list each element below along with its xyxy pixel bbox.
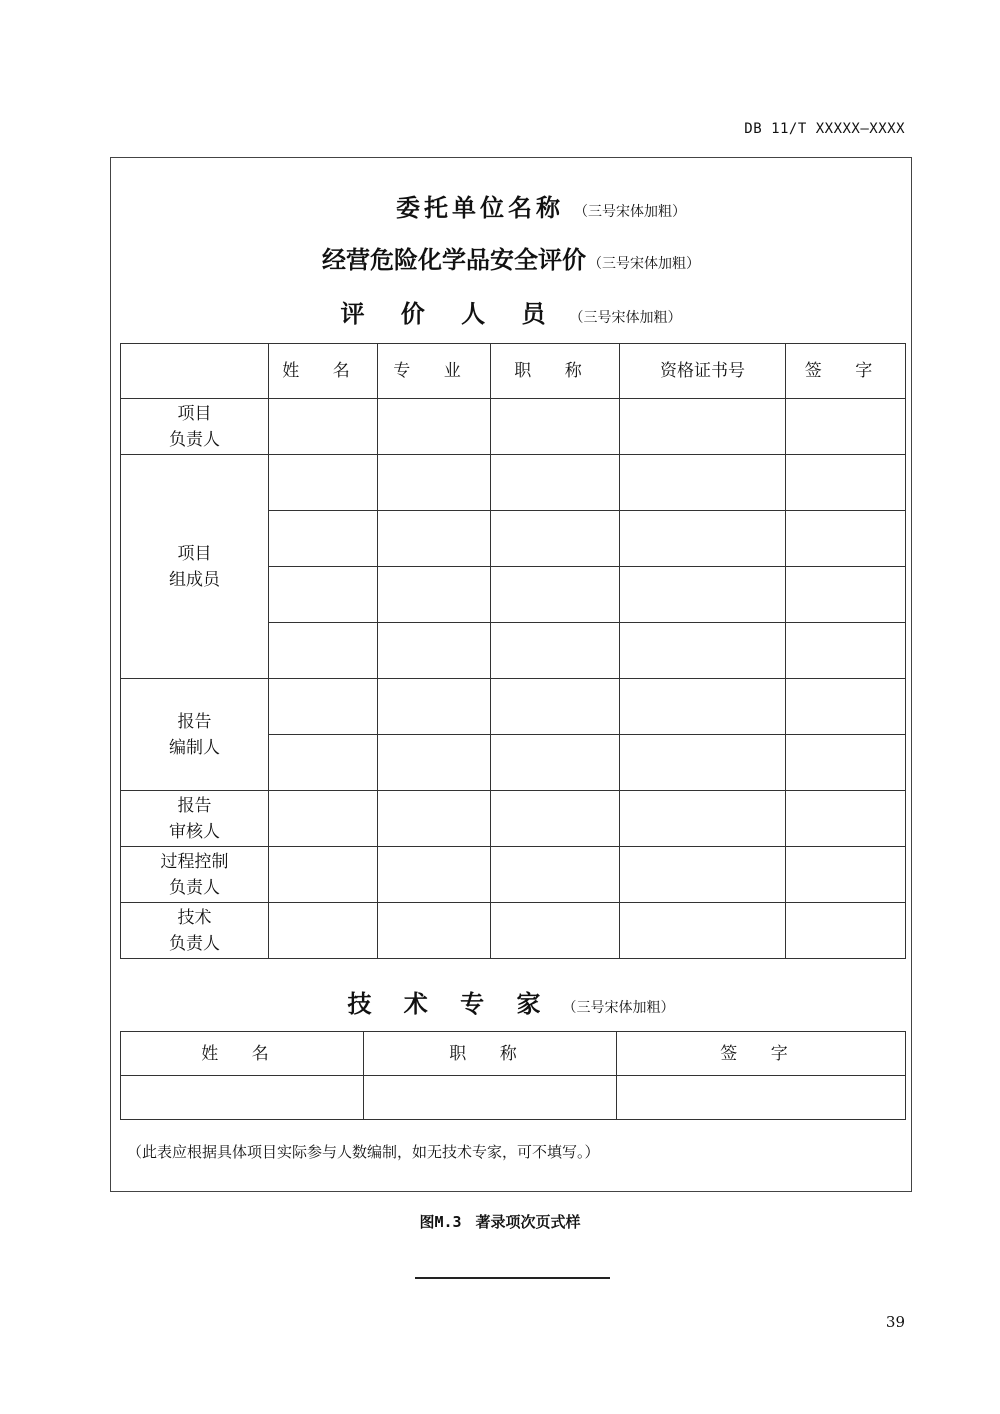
name-cell[interactable] [269,399,378,455]
table-row [121,455,906,511]
column-header-title: 职 称 [364,1032,617,1076]
certificate-cell[interactable] [620,623,786,679]
row-label-line: 组成员 [169,569,220,590]
major-cell[interactable] [378,791,491,847]
table-row [121,399,906,455]
name-cell[interactable] [269,903,378,959]
title-cell[interactable] [491,399,620,455]
title-cell[interactable] [491,511,620,567]
major-cell[interactable] [378,847,491,903]
row-label-project-members [121,455,269,679]
experts-note: （三号宋体加粗） [562,1000,675,1016]
table-footnote: （此表应根据具体项目实际参与人数编制，如无技术专家，可不填写。） [127,1143,600,1161]
table-header-row [121,344,906,399]
name-cell[interactable] [269,847,378,903]
evaluation-title-note: （三号宋体加粗） [588,256,700,272]
figure-number: 图M.3 [419,1213,462,1231]
table-row [121,1076,906,1120]
column-header-name: 姓 名 [269,344,378,399]
row-label-line: 报告 [177,711,212,732]
row-label-line: 项目 [177,543,212,564]
table-row [121,903,906,959]
row-label-process-control [121,847,269,903]
signature-cell[interactable] [786,511,906,567]
experts-title [111,984,911,1019]
evaluators-note: （三号宋体加粗） [569,310,682,326]
entrusting-unit-note: （三号宋体加粗） [574,204,686,220]
major-cell[interactable] [378,735,491,791]
signature-cell[interactable] [786,679,906,735]
major-cell[interactable] [378,679,491,735]
major-cell[interactable] [378,623,491,679]
figure-caption [0,1211,1000,1232]
signature-cell[interactable] [786,735,906,791]
expert-title-cell[interactable] [364,1076,617,1120]
name-cell[interactable] [269,455,378,511]
name-cell[interactable] [269,623,378,679]
certificate-cell[interactable] [620,679,786,735]
row-label-line: 负责人 [169,933,220,954]
title-cell[interactable] [491,903,620,959]
title-cell[interactable] [491,455,620,511]
experts-label: 技 术 专 家 [347,989,553,1018]
signature-cell[interactable] [786,623,906,679]
name-cell[interactable] [269,679,378,735]
page-number: 39 [885,1313,905,1331]
title-cell[interactable] [491,791,620,847]
major-cell[interactable] [378,567,491,623]
title-cell[interactable] [491,735,620,791]
row-label-line: 负责人 [169,877,220,898]
name-cell[interactable] [269,735,378,791]
row-label-project-lead [121,399,269,455]
corner-cell [121,344,269,399]
title-cell[interactable] [491,847,620,903]
end-divider [415,1277,610,1279]
form-frame [110,157,912,1192]
column-header-name: 姓 名 [121,1032,364,1076]
signature-cell[interactable] [786,903,906,959]
title-cell[interactable] [491,623,620,679]
expert-name-cell[interactable] [121,1076,364,1120]
entrusting-unit-label: 委托单位名称 [396,193,564,222]
signature-cell[interactable] [786,455,906,511]
column-header-major: 专 业 [378,344,491,399]
name-cell[interactable] [269,511,378,567]
table-row [121,847,906,903]
evaluators-table [120,343,906,959]
row-label-report-author [121,679,269,791]
experts-table [120,1031,906,1120]
column-header-signature: 签 字 [786,344,906,399]
signature-cell[interactable] [786,847,906,903]
major-cell[interactable] [378,903,491,959]
major-cell[interactable] [378,455,491,511]
document-code: DB 11/T XXXXX—XXXX [744,121,905,137]
evaluators-label: 评 价 人 员 [340,299,560,328]
column-header-signature: 签 字 [617,1032,906,1076]
certificate-cell[interactable] [620,735,786,791]
major-cell[interactable] [378,399,491,455]
row-label-report-reviewer [121,791,269,847]
title-cell[interactable] [491,567,620,623]
figure-title: 著录项次页式样 [475,1213,581,1231]
table-row [121,791,906,847]
certificate-cell[interactable] [620,903,786,959]
row-label-line: 编制人 [169,737,220,758]
row-label-line: 过程控制 [160,851,229,872]
name-cell[interactable] [269,791,378,847]
certificate-cell[interactable] [620,455,786,511]
certificate-cell[interactable] [620,511,786,567]
column-header-title: 职 称 [491,344,620,399]
major-cell[interactable] [378,511,491,567]
certificate-cell[interactable] [620,399,786,455]
row-label-technical-lead [121,903,269,959]
evaluation-title [111,240,911,275]
signature-cell[interactable] [786,567,906,623]
certificate-cell[interactable] [620,847,786,903]
table-row [121,679,906,735]
entrusting-unit-title [111,188,911,223]
row-label-line: 审核人 [169,821,220,842]
row-label-line: 项目 [177,403,212,424]
table-header-row [121,1032,906,1076]
row-label-line: 报告 [177,795,212,816]
signature-cell[interactable] [786,791,906,847]
signature-cell[interactable] [786,399,906,455]
row-label-line: 技术 [177,907,212,928]
column-header-certificate: 资格证书号 [620,344,786,399]
expert-signature-cell[interactable] [617,1076,906,1120]
name-cell[interactable] [269,567,378,623]
evaluators-title [111,294,911,329]
title-cell[interactable] [491,679,620,735]
evaluation-title-label: 经营危险化学品安全评价 [322,245,586,274]
certificate-cell[interactable] [620,791,786,847]
row-label-line: 负责人 [169,429,220,450]
certificate-cell[interactable] [620,567,786,623]
